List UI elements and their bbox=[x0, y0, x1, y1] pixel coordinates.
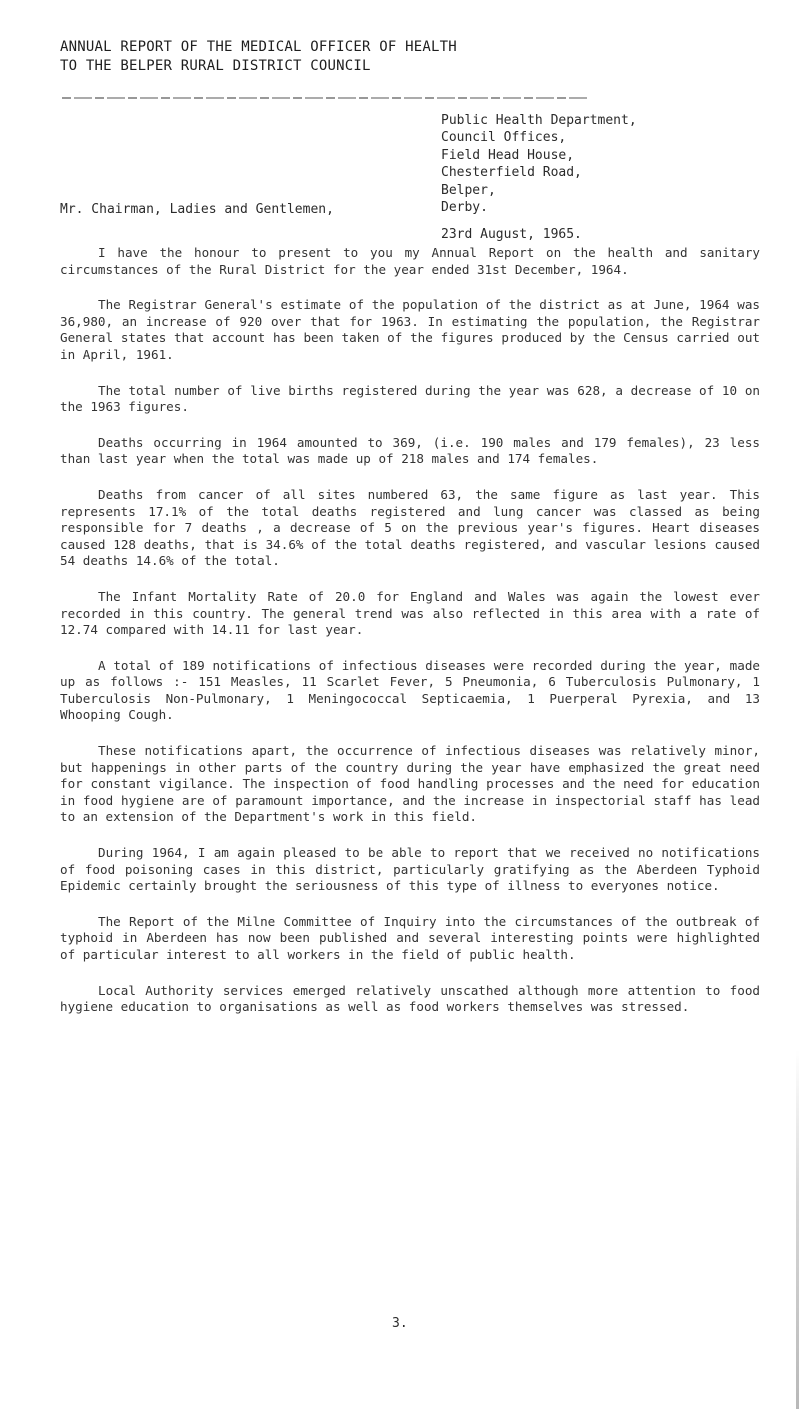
paragraph: Deaths from cancer of all sites numbered 63, the same figure as last year. This represents 17.1% of the total deaths registered and lung cancer was classed as being responsible for 7 deaths , a decrease of 5 on the previous year's figures. Heart diseases caused 128 deaths, that is 34.6% of the total deaths registered, and vascular lesions caused 54 deaths 14.6% of the total. bbox=[60, 486, 760, 569]
scan-edge-shadow bbox=[796, 1050, 799, 1409]
address-line-5: Belper, bbox=[441, 182, 496, 198]
paragraph: The Report of the Milne Committee of Inquiry into the circumstances of the outbreak of typhoid in Aberdeen has now been published and several interesting points were highlighted of particular interest to all workers in the field of public health. bbox=[60, 913, 760, 962]
address-line-1: Public Health Department, bbox=[441, 113, 637, 128]
letter-date: 23rd August, 1965. bbox=[441, 227, 582, 243]
paragraph: I have the honour to present to you my Annual Report on the health and sanitary circumstances of the Rural District for the year ended 31st December, 1964. bbox=[60, 245, 760, 277]
page-number: 3. bbox=[392, 1316, 408, 1331]
paragraph: These notifications apart, the occurrence of infectious diseases was relatively minor, but happenings in other parts of the country during the year have emphasized the great need for constant vigilance. The inspection of food handling processes and the need for education in food hygiene are of paramount importance, and the increase in inspectorial staff has lead to an extension of the Department's work in this field. bbox=[60, 743, 760, 825]
address-line-3: Field Head House, bbox=[441, 147, 575, 163]
paragraph: A total of 189 notifications of infectious diseases were recorded during the year, made up as follows :- 151 Measles, 11 Scarlet Fever, 5 Pneumonia, 6 Tuberculosis Pulmonary, 1 Tuberculosis Non-Pulmonary, 1 Meningococcal Septicaemia, 1 Puerperal Pyrexia, and 13 Whooping Cough. bbox=[60, 657, 760, 723]
salutation: Mr. Chairman, Ladies and Gentlemen, bbox=[60, 202, 334, 217]
paragraph: The total number of live births registered during the year was 628, a decrease of 10 on the 1963 figures. bbox=[60, 382, 760, 415]
title-line-1: ANNUAL REPORT OF THE MEDICAL OFFICER OF HEALTH bbox=[60, 39, 457, 55]
paragraph: The Infant Mortality Rate of 20.0 for England and Wales was again the lowest ever recorded in this country. The general trend was also reflected in this area with a rate of 12.74 compared with 14.11 for last year. bbox=[60, 588, 760, 638]
report-title bbox=[60, 38, 457, 76]
paragraph: Deaths occurring in 1964 amounted to 369, (i.e. 190 males and 179 females), 23 less than last year when the total was made up of 218 males and 174 females. bbox=[60, 434, 760, 467]
paragraph: Local Authority services emerged relatively unscathed although more attention to food hygiene education to organisations as well as food workers themselves was stressed. bbox=[60, 982, 760, 1015]
paragraph: The Registrar General's estimate of the population of the district as at June, 1964 was 36,980, an increase of 920 over that for 1963. In estimating the population, the Registrar General states that account has been taken of the figures produced by the Census carried out in April, 1961. bbox=[60, 297, 760, 362]
address-line-4: Chesterfield Road, bbox=[441, 165, 582, 181]
title-divider bbox=[62, 97, 588, 99]
address-line-2: Council Offices, bbox=[441, 130, 567, 146]
sender-address bbox=[441, 112, 637, 244]
address-line-6: Derby. bbox=[441, 200, 488, 216]
paragraph: During 1964, I am again pleased to be able to report that we received no notifications of food poisoning cases in this district, particularly gratifying as the Aberdeen Typhoid Epidemic certainly brought the seriousness of this type of illness to everyones notice. bbox=[60, 845, 760, 894]
report-body bbox=[60, 245, 760, 1035]
title-line-2: TO THE BELPER RURAL DISTRICT COUNCIL bbox=[60, 58, 371, 74]
